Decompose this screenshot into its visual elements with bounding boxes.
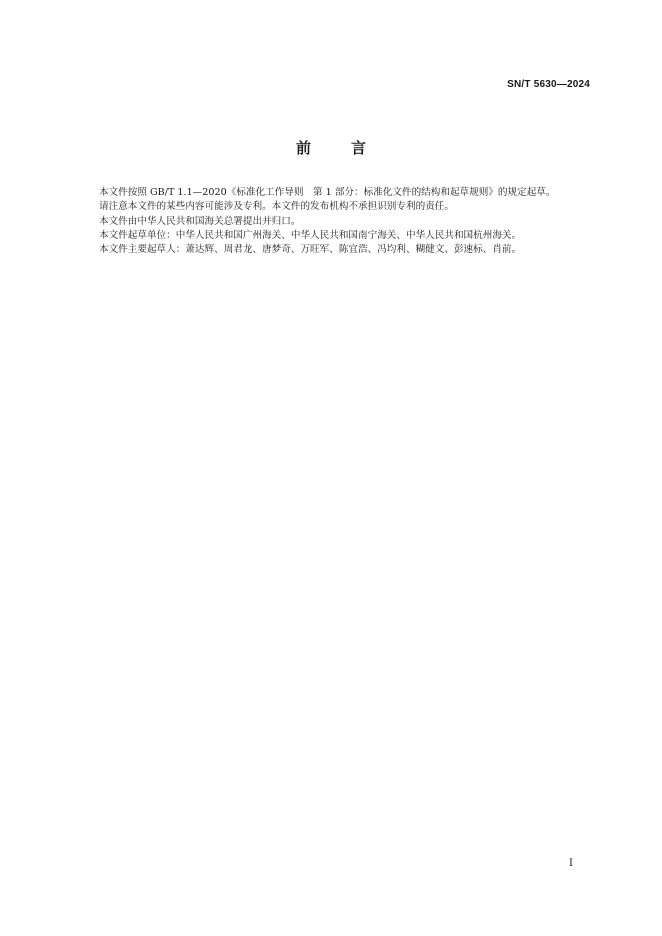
paragraph-drafting-basis: 本文件按照 GB/T 1.1—2020《标准化工作导则 第 1 部分：标准化文件的结构和起草规则》的规定起草。 xyxy=(99,187,556,198)
paragraph-drafting-units: 本文件起草单位：中华人民共和国广州海关、中华人民共和国南宁海关、中华人民共和国杭州海关。 xyxy=(99,229,522,241)
page-title xyxy=(0,137,662,158)
title-char-2: 言 xyxy=(351,139,367,157)
foreword-body xyxy=(80,186,592,257)
page-number: I xyxy=(569,858,573,869)
paragraph-patent-notice: 请注意本文件的某些内容可能涉及专利。本文件的发布机构不承担识别专利的责任。 xyxy=(99,201,454,213)
document-code: SN/T 5630—2024 xyxy=(507,79,590,90)
paragraph-drafters: 本文件主要起草人：萧达辉、周君龙、唐梦奇、万旺军、陈宜浩、冯均利、糊健文、彭速标、肖前。 xyxy=(99,244,522,256)
title-char-1: 前 xyxy=(295,139,311,157)
paragraph-proposer: 本文件由中华人民共和国海关总署提出并归口。 xyxy=(99,215,301,227)
